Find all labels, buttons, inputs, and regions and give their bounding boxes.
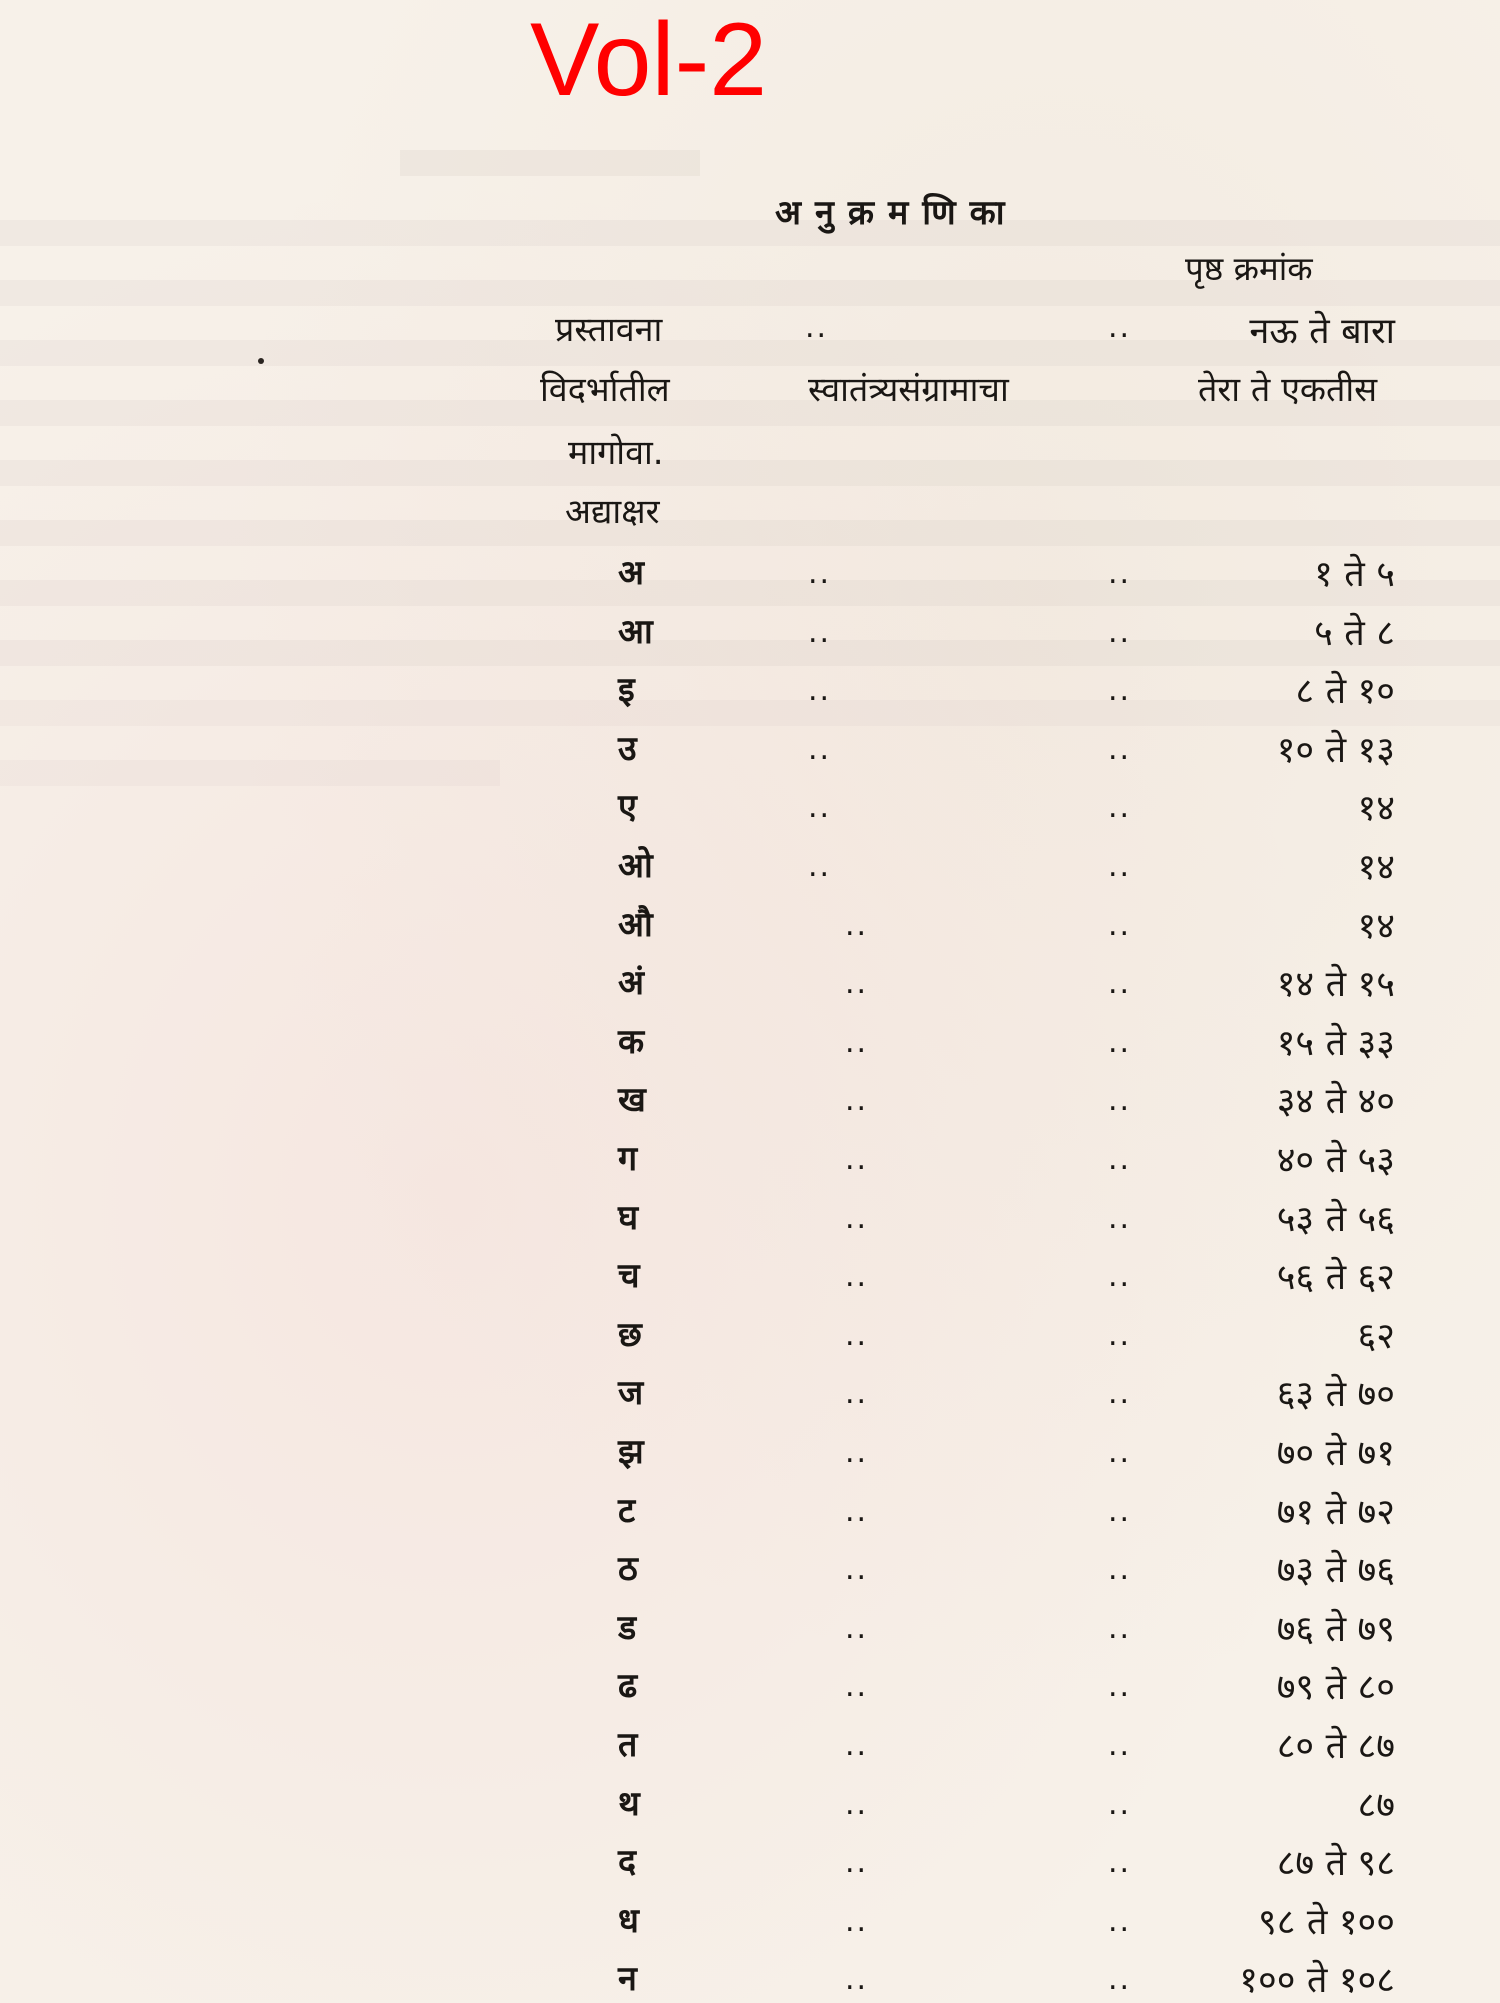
leader-dots: .. [808, 790, 832, 825]
leader-dots: .. [845, 1376, 869, 1411]
leader-dots: .. [1108, 1201, 1132, 1236]
leader-dots: .. [845, 1259, 869, 1294]
index-letter: इ [618, 670, 635, 710]
leader-dots: .. [808, 673, 832, 708]
index-pages: १४ ते १५ [1276, 964, 1395, 1005]
index-letter: अं [618, 963, 644, 1003]
index-letter: ए [618, 787, 637, 827]
index-pages: ६२ [1357, 1316, 1395, 1357]
page-number-column-header: पृष्ठ क्रमांक [1185, 249, 1313, 288]
leader-dots: .. [1108, 1435, 1132, 1470]
leader-dots: .. [845, 1025, 869, 1060]
index-pages: ६३ ते ७० [1276, 1374, 1395, 1415]
index-pages: १ ते ५ [1314, 554, 1395, 595]
index-letter: द [618, 1842, 637, 1882]
leader-dots: .. [808, 556, 832, 591]
index-letter: क [618, 1022, 645, 1062]
leader-dots: .. [1108, 1669, 1132, 1704]
index-letter: अ [618, 553, 644, 593]
leader-dots: .. [1108, 310, 1132, 345]
index-letter: ग [618, 1139, 638, 1179]
leader-dots: .. [845, 1904, 869, 1939]
ink-speck [258, 358, 264, 364]
vidarbha-middle: स्वातंत्र्यसंग्रामाचा [808, 370, 1009, 410]
leader-dots: .. [845, 1962, 869, 1997]
leader-dots: .. [1108, 732, 1132, 767]
leader-dots: .. [808, 849, 832, 884]
index-pages: १० ते १३ [1276, 730, 1395, 771]
index-pages: ८० ते ८७ [1276, 1726, 1395, 1767]
leader-dots: .. [1108, 1083, 1132, 1118]
alphabet-heading: अद्याक्षर [565, 492, 660, 532]
index-letter: ध [618, 1901, 639, 1941]
index-pages: ८७ ते ९८ [1276, 1843, 1395, 1884]
index-pages: ५ ते ८ [1314, 613, 1395, 654]
leader-dots: .. [1108, 1025, 1132, 1060]
index-letter: ओ [618, 846, 653, 886]
leader-dots: .. [845, 966, 869, 1001]
index-pages: ३४ ते ४० [1276, 1081, 1395, 1122]
index-letter: त [618, 1725, 638, 1765]
index-letter: ट [618, 1491, 636, 1531]
index-pages: १४ [1357, 847, 1395, 888]
index-pages: ५६ ते ६२ [1276, 1257, 1395, 1298]
index-pages: १४ [1357, 788, 1395, 829]
vidarbha-label: विदर्भातील [540, 370, 670, 410]
leader-dots: .. [1108, 1552, 1132, 1587]
leader-dots: .. [845, 1142, 869, 1177]
leader-dots: .. [1108, 1787, 1132, 1822]
leader-dots: .. [845, 1435, 869, 1470]
leader-dots: .. [845, 1728, 869, 1763]
leader-dots: .. [1108, 1259, 1132, 1294]
leader-dots: .. [845, 1669, 869, 1704]
index-pages: १०० ते १०८ [1239, 1960, 1395, 2001]
index-letter: छ [618, 1315, 642, 1355]
leader-dots: .. [845, 1494, 869, 1529]
leader-dots: .. [845, 1787, 869, 1822]
leader-dots: .. [805, 310, 829, 345]
index-pages: ९८ ते १०० [1257, 1902, 1395, 1943]
index-pages: ८७ [1357, 1785, 1395, 1826]
index-letter: च [618, 1256, 640, 1296]
index-letter: ड [618, 1608, 637, 1648]
leader-dots: .. [1108, 790, 1132, 825]
index-letter: ख [618, 1080, 646, 1120]
index-letter: थ [618, 1784, 640, 1824]
leader-dots: .. [845, 1201, 869, 1236]
index-pages: ७६ ते ७९ [1276, 1609, 1395, 1650]
index-pages: १४ [1357, 906, 1395, 947]
leader-dots: .. [1108, 1318, 1132, 1353]
preface-pages: नऊ ते बारा [1249, 311, 1395, 352]
index-pages: ८ ते १० [1295, 671, 1395, 712]
index-pages: ७१ ते ७२ [1276, 1492, 1395, 1533]
index-pages: ७३ ते ७६ [1276, 1550, 1395, 1591]
leader-dots: .. [845, 908, 869, 943]
leader-dots: .. [1108, 1904, 1132, 1939]
leader-dots: .. [1108, 1142, 1132, 1177]
leader-dots: .. [1108, 556, 1132, 591]
leader-dots: .. [1108, 673, 1132, 708]
leader-dots: .. [1108, 849, 1132, 884]
leader-dots: .. [808, 732, 832, 767]
leader-dots: .. [1108, 1494, 1132, 1529]
leader-dots: .. [1108, 908, 1132, 943]
leader-dots: .. [1108, 1728, 1132, 1763]
index-pages: ७९ ते ८० [1276, 1667, 1395, 1708]
index-letter: उ [618, 729, 637, 769]
index-pages: ५३ ते ५६ [1276, 1199, 1395, 1240]
leader-dots: .. [1108, 1611, 1132, 1646]
page-title: अनुक्रमणिका [775, 193, 1019, 233]
index-letter: झ [618, 1432, 644, 1472]
index-letter: ज [618, 1373, 644, 1413]
leader-dots: .. [1108, 1376, 1132, 1411]
leader-dots: .. [845, 1083, 869, 1118]
index-letter: औ [618, 905, 653, 945]
index-pages: ७० ते ७१ [1276, 1433, 1395, 1474]
leader-dots: .. [845, 1611, 869, 1646]
index-letter: घ [618, 1198, 639, 1238]
index-letter: आ [618, 612, 653, 652]
leader-dots: .. [1108, 1845, 1132, 1880]
index-pages: ४० ते ५३ [1276, 1140, 1395, 1181]
leader-dots: .. [1108, 966, 1132, 1001]
leader-dots: .. [845, 1845, 869, 1880]
leader-dots: .. [845, 1318, 869, 1353]
leader-dots: .. [1108, 1962, 1132, 1997]
volume-label: Vol-2 [530, 2, 768, 118]
leader-dots: .. [845, 1552, 869, 1587]
leader-dots: .. [1108, 615, 1132, 650]
index-letter: न [618, 1959, 637, 1999]
vidarbha-pages: तेरा ते एकतीस [1198, 370, 1378, 410]
preface-label: प्रस्तावना [555, 310, 663, 350]
magova-label: मागोवा. [568, 433, 664, 473]
leader-dots: .. [808, 615, 832, 650]
index-letter: ढ [618, 1666, 638, 1706]
index-pages: १५ ते ३३ [1276, 1023, 1395, 1064]
index-letter: ठ [618, 1549, 638, 1589]
